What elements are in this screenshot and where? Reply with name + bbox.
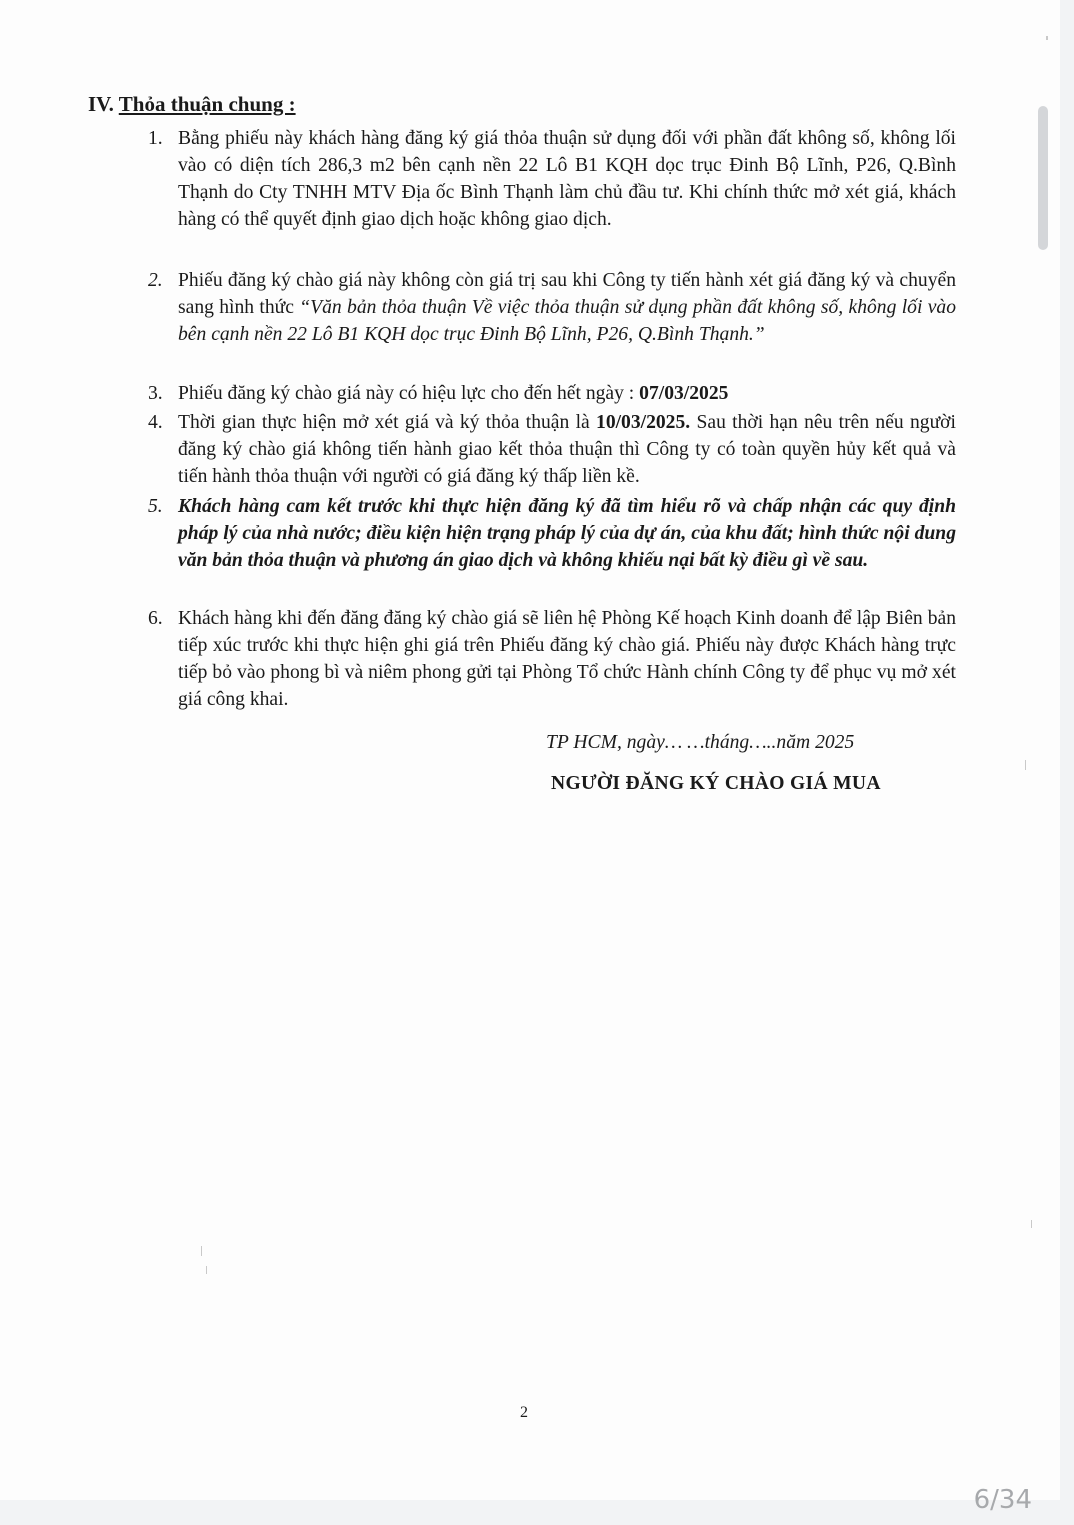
clause-number: 4.: [148, 412, 163, 433]
dateline: TP HCM, ngày… …tháng…..năm 2025: [546, 732, 855, 753]
scan-mark: [1046, 36, 1048, 40]
clause-3: [148, 380, 956, 407]
clause-2: [148, 267, 956, 348]
clause-6: [148, 605, 956, 713]
signing-date: 10/03/2025.: [596, 412, 691, 433]
clause-number: 3.: [148, 383, 163, 404]
scan-mark: [206, 1266, 207, 1274]
section-heading: [88, 92, 296, 117]
clause-text-plain: Thời gian thực hiện mở xét giá và ký thỏa thuận là: [178, 412, 597, 433]
clause-text: [178, 380, 956, 407]
clause-text: [178, 409, 956, 490]
clause-number: 5.: [148, 496, 163, 517]
clause-number: 6.: [148, 608, 163, 629]
clause-1: [148, 125, 956, 233]
page-counter: 6/34: [973, 1485, 1032, 1515]
clause-text-plain: Phiếu đăng ký chào giá này không còn giá trị sau khi Công ty tiến hành xét giá đăng ký và chuyển sang hình thức: [178, 270, 956, 318]
section-heading-title: Thỏa thuận chung :: [118, 92, 296, 116]
section-heading-prefix: IV.: [88, 92, 119, 116]
clause-text-italic: “Văn bản thỏa thuận Về việc thỏa thuận sử dụng phần đất không số, không lối vào bên cạnh nền 22 Lô B1 KQH dọc trục Đinh Bộ Lĩnh, P26, Q.Bình Thạnh.”: [178, 297, 956, 345]
clause-4: [148, 409, 956, 490]
scan-mark: [1031, 1220, 1032, 1228]
clause-text: Khách hàng cam kết trước khi thực hiện đăng ký đã tìm hiểu rõ và chấp nhận các quy định pháp lý của nhà nước; điều kiện hiện trạng pháp lý của dự án, của khu đất; hình thức nội dung văn bản thỏa thuận và phương án giao dịch và không khiếu nại bất kỳ điều gì về sau.: [178, 496, 956, 571]
scan-mark: [1025, 760, 1026, 770]
clause-text: Khách hàng khi đến đăng đăng ký chào giá sẽ liên hệ Phòng Kế hoạch Kinh doanh để lập Biên bản tiếp xúc trước khi thực hiện ghi giá trên Phiếu đăng ký chào giá. Phiếu này được Khách hàng trực tiếp bỏ vào phong bì và niêm phong gửi tại Phòng Tổ chức Hành chính Công ty để phục vụ mở xét giá công khai.: [178, 608, 956, 710]
clause-text-plain: Phiếu đăng ký chào giá này có hiệu lực cho đến hết ngày :: [178, 383, 640, 404]
clause-number: 2.: [148, 270, 163, 291]
clause-text: Bằng phiếu này khách hàng đăng ký giá thỏa thuận sử dụng đối với phần đất không số, không lối vào có diện tích 286,3 m2 bên cạnh nền 22 Lô B1 KQH dọc trục Đinh Bộ Lĩnh, P26, Q.Bình Thạnh do Cty TNHH MTV Địa ốc Bình Thạnh làm chủ đầu tư. Khi chính thức mở xét giá, khách hàng có thể quyết định giao dịch hoặc không giao dịch.: [178, 128, 956, 230]
clause-text: [178, 267, 956, 348]
signer-title: NGƯỜI ĐĂNG KÝ CHÀO GIÁ MUA: [551, 773, 881, 794]
scrollbar-thumb[interactable]: [1038, 106, 1048, 250]
clause-text-plain-after: Sau thời hạn nêu trên nếu người đăng ký chào giá không tiến hành giao kết thỏa thuận thì Công ty có toàn quyền hủy kết quả và tiến hành thỏa thuận với người có giá đăng ký thấp liền kề.: [178, 412, 956, 487]
clause-5: [148, 493, 956, 574]
validity-date: 07/03/2025: [639, 383, 729, 404]
page-number: 2: [520, 1404, 528, 1421]
scan-mark: [201, 1246, 202, 1256]
clause-number: 1.: [148, 128, 163, 149]
